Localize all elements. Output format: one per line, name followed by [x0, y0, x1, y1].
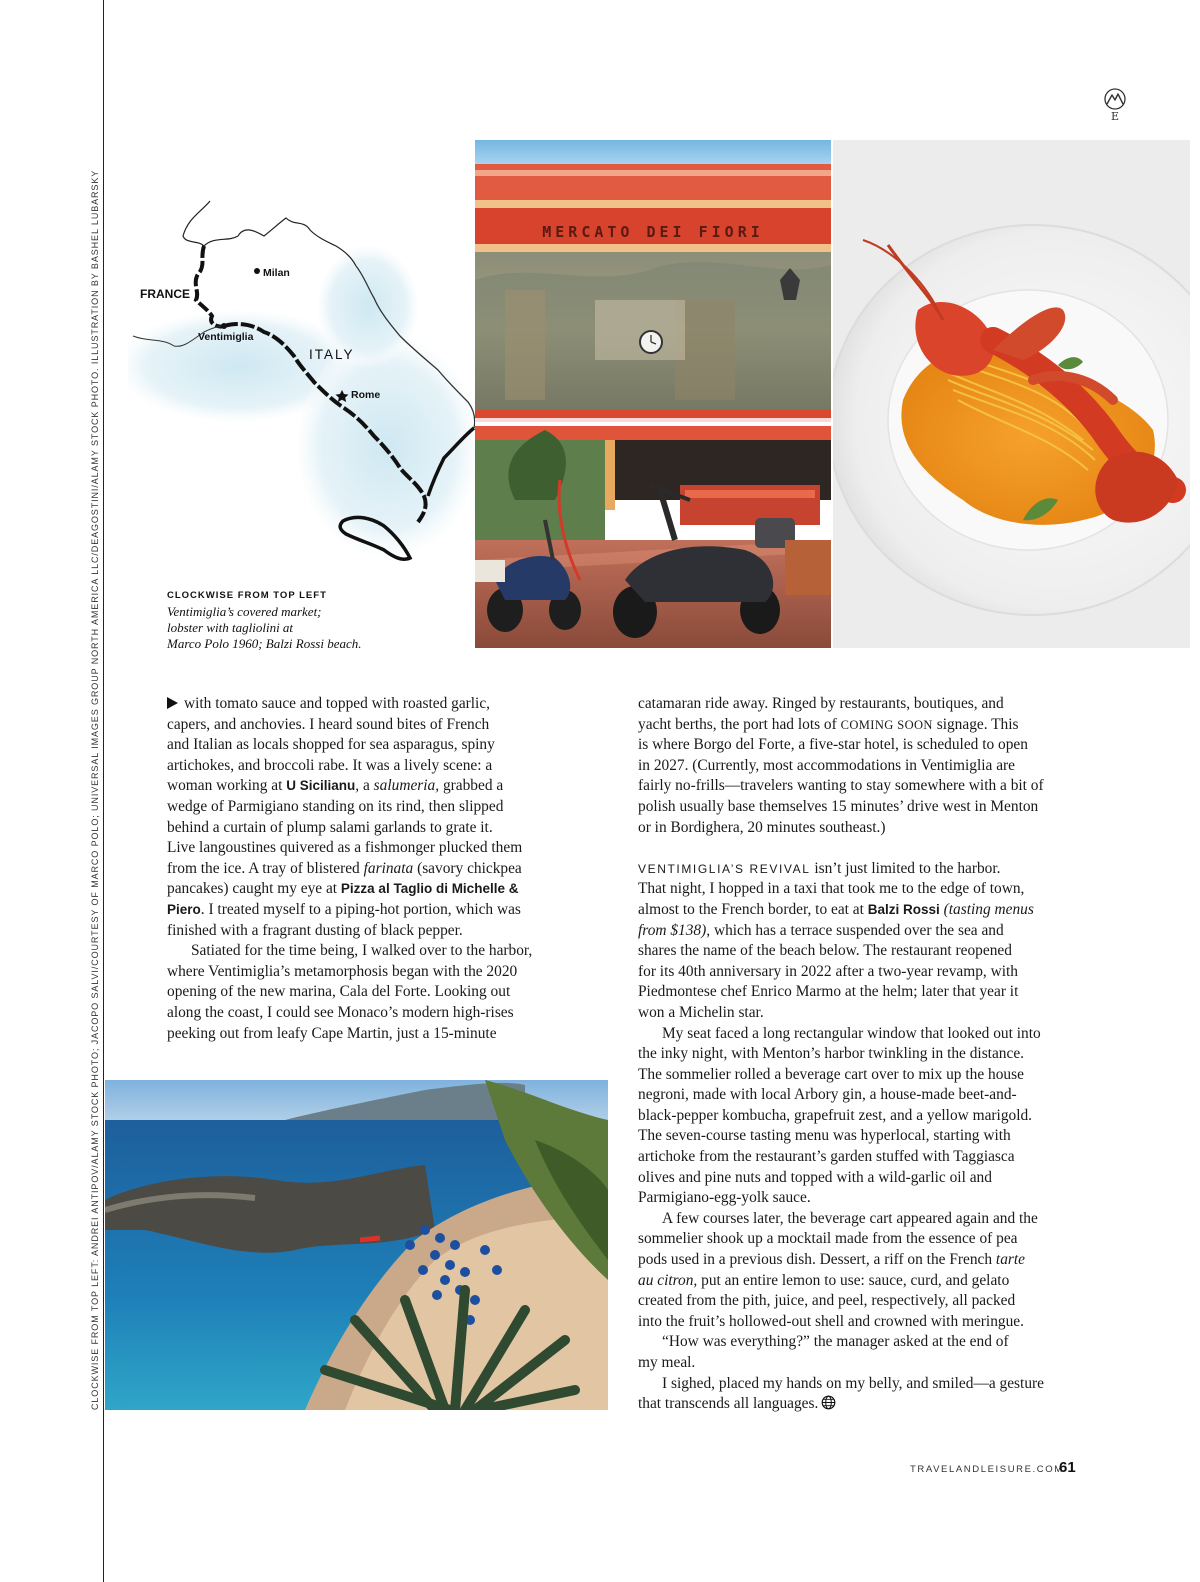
milan-dot [254, 268, 260, 274]
lobster-photo [833, 140, 1190, 648]
text-line: capers, and anchovies. I heard sound bites of French [167, 715, 490, 733]
ventimiglia-dot [221, 323, 227, 329]
text-line: artichoke from the restaurant’s garden stuffed with Taggiasca [638, 1148, 1015, 1166]
page-number: 61 [1059, 1459, 1076, 1476]
text-line: Piero. I treated myself to a piping-hot portion, which was [167, 900, 521, 918]
text-line: where Ventimiglia’s metamorphosis began with the 2020 [167, 962, 518, 980]
caption-body [167, 604, 457, 652]
text-line: pancakes) caught my eye at Pizza al Taglio di Michelle & [167, 880, 519, 898]
text-line: catamaran ride away. Ringed by restaurants, boutiques, and [638, 695, 1004, 712]
text-line: with tomato sauce and topped with roasted garlic, [167, 694, 567, 715]
text-line: shares the name of the beach below. The restaurant reopened [638, 942, 1012, 960]
text-line: in 2027. (Currently, most accommodations in Ventimiglia are [638, 756, 1016, 774]
section-lead-in: VENTIMIGLIA’S REVIVAL [638, 861, 811, 876]
text-line: my meal. [638, 1354, 696, 1371]
text-line: the inky night, with Menton’s harbor twinkling in the distance. [638, 1045, 1024, 1063]
section-logo [1102, 88, 1128, 132]
text-line: that transcends all languages. [638, 1394, 1070, 1415]
venue-name: Pizza al Taglio di Michelle & [340, 881, 519, 897]
text-line: finished with a fragrant dusting of black pepper. [167, 921, 463, 939]
text-line: yacht berths, the port had lots of COMING SOON signage. This [638, 715, 1019, 733]
text-line: or in Bordighera, 20 minutes southeast.) [638, 818, 886, 836]
text-line: artichokes, and broccoli rabe. It was a lively scene: a [167, 756, 493, 774]
text-line: from $138), which has a terrace suspended over the sea and [638, 921, 1004, 939]
label-milan: Milan [263, 267, 290, 279]
text-line: “How was everything?” the manager asked at the end of [662, 1333, 1009, 1351]
venue-name: Balzi Rossi [867, 901, 940, 917]
mountain-peaks-icon [1102, 88, 1128, 110]
text-line: wedge of Parmigiano standing on its rind, then slipped [167, 797, 504, 815]
text-line: polish usually base themselves 15 minutes’ drive west in Menton [638, 797, 1039, 815]
page-footer [910, 1459, 1080, 1479]
paragraph-gap [638, 838, 1070, 859]
text-line: for its 40th anniversary in 2022 after a two-year revamp, with [638, 962, 1018, 980]
text-line: Live langoustines quivered as a fishmonger plucked them [167, 839, 523, 857]
caption-line: lobster with tagliolini at [167, 620, 294, 635]
text-line: fairly no-frills—travelers wanting to stay somewhere with a bit of [638, 777, 1044, 795]
text-line: The seven-course tasting menu was hyperlocal, starting with [638, 1127, 1011, 1145]
article-column-right [638, 694, 1070, 1415]
text-line: pods used in a previous dish. Dessert, a riff on the French tarte [638, 1251, 1025, 1269]
caption-line: Ventimiglia’s covered market; [167, 604, 322, 619]
beach-photo [105, 1080, 608, 1410]
label-ventimiglia: Ventimiglia [198, 331, 254, 343]
italy-map [128, 196, 478, 578]
label-france: FRANCE [140, 287, 190, 301]
section-letter: E [1110, 110, 1120, 123]
text-line: My seat faced a long rectangular window that looked out into [662, 1024, 1041, 1042]
market-sign-text: MERCATO DEI FIORI [542, 223, 764, 241]
text-line: from the ice. A tray of blistered farinata (savory chickpea [167, 859, 522, 877]
text-line: VENTIMIGLIA’S REVIVAL isn’t just limited to the harbor. [638, 859, 1001, 877]
text-line: woman working at U Sicilianu, a salumeria, grabbed a [167, 777, 504, 795]
text-line: Piedmontese chef Enrico Marmo at the helm; later that year it [638, 983, 1019, 1001]
text-line: A few courses later, the beverage cart appeared again and the [662, 1209, 1038, 1227]
caption-line: Marco Polo 1960; Balzi Rossi beach. [167, 636, 362, 651]
gutter-rule [103, 0, 104, 1582]
venue-name: U Sicilianu [286, 778, 356, 794]
continued-arrow-icon [167, 697, 178, 709]
globe-end-icon [821, 1395, 836, 1410]
caption-heading: CLOCKWISE FROM TOP LEFT [167, 590, 327, 601]
photo-caption [167, 590, 457, 652]
text-line: black-pepper kombucha, grapefruit zest, and a yellow marigold. [638, 1106, 1033, 1124]
text-line: along the coast, I could see Monaco’s modern high-rises [167, 1003, 514, 1021]
text-line: The sommelier rolled a beverage cart over to mix up the house [638, 1065, 1024, 1083]
text-line: Satiated for the time being, I walked over to the harbor, [191, 942, 533, 960]
northern-border [183, 201, 356, 266]
label-italy: ITALY [309, 347, 355, 362]
text-line: peeking out from leafy Cape Martin, just a 15-minute [167, 1024, 497, 1042]
footer-site-url: TRAVELANDLEISURE.COM [910, 1464, 1064, 1475]
text-line: Parmigiano-egg-yolk sauce. [638, 1189, 811, 1207]
photo-credit: CLOCKWISE FROM TOP LEFT: ANDREI ANTIPOV/ALAMY STOCK PHOTO; JACOPO SALVI/COURTESY OF MARCO POLO; UNIVERSAL IMAGES GROUP NORTH AMERICA LLC/DEAGOSTINI/ALAMY STOCK PHOTO. ILLUSTRATION BY BASHEL LUBARSKY [90, 169, 100, 1410]
text-line: created from the pith, juice, and peel, respectively, all packed [638, 1292, 1016, 1310]
text-line: won a Michelin star. [638, 1003, 764, 1021]
text-line: and Italian as locals shopped for sea asparagus, spiny [167, 736, 495, 754]
text-line: opening of the new marina, Cala del Forte. Looking out [167, 983, 511, 1001]
label-rome: Rome [351, 389, 381, 401]
venue-name: Piero [167, 901, 201, 917]
text-line: is where Borgo del Forte, a five-star hotel, is scheduled to open [638, 736, 1028, 754]
text-line: almost to the French border, to eat at Balzi Rossi (tasting menus [638, 900, 1034, 918]
text-line: olives and pine nuts and topped with a wild-garlic oil and [638, 1168, 992, 1186]
tyrrhenian-sea [298, 336, 478, 556]
text-line: sommelier shook up a mocktail made from the essence of pea [638, 1230, 1018, 1248]
text-line: That night, I hopped in a taxi that took me to the edge of town, [638, 880, 1025, 898]
text-line: I sighed, placed my hands on my belly, and smiled—a gesture [662, 1374, 1044, 1392]
text-line: au citron, put an entire lemon to use: sauce, curd, and gelato [638, 1271, 1010, 1289]
article-column-left [167, 694, 567, 1044]
text-line: behind a curtain of plump salami garlands to grate it. [167, 818, 493, 836]
text-line: negroni, made with local Arbory gin, a house-made beet-and- [638, 1086, 1017, 1104]
market-photo [475, 140, 831, 648]
text-line: into the fruit’s hollowed-out shell and crowned with meringue. [638, 1312, 1024, 1330]
